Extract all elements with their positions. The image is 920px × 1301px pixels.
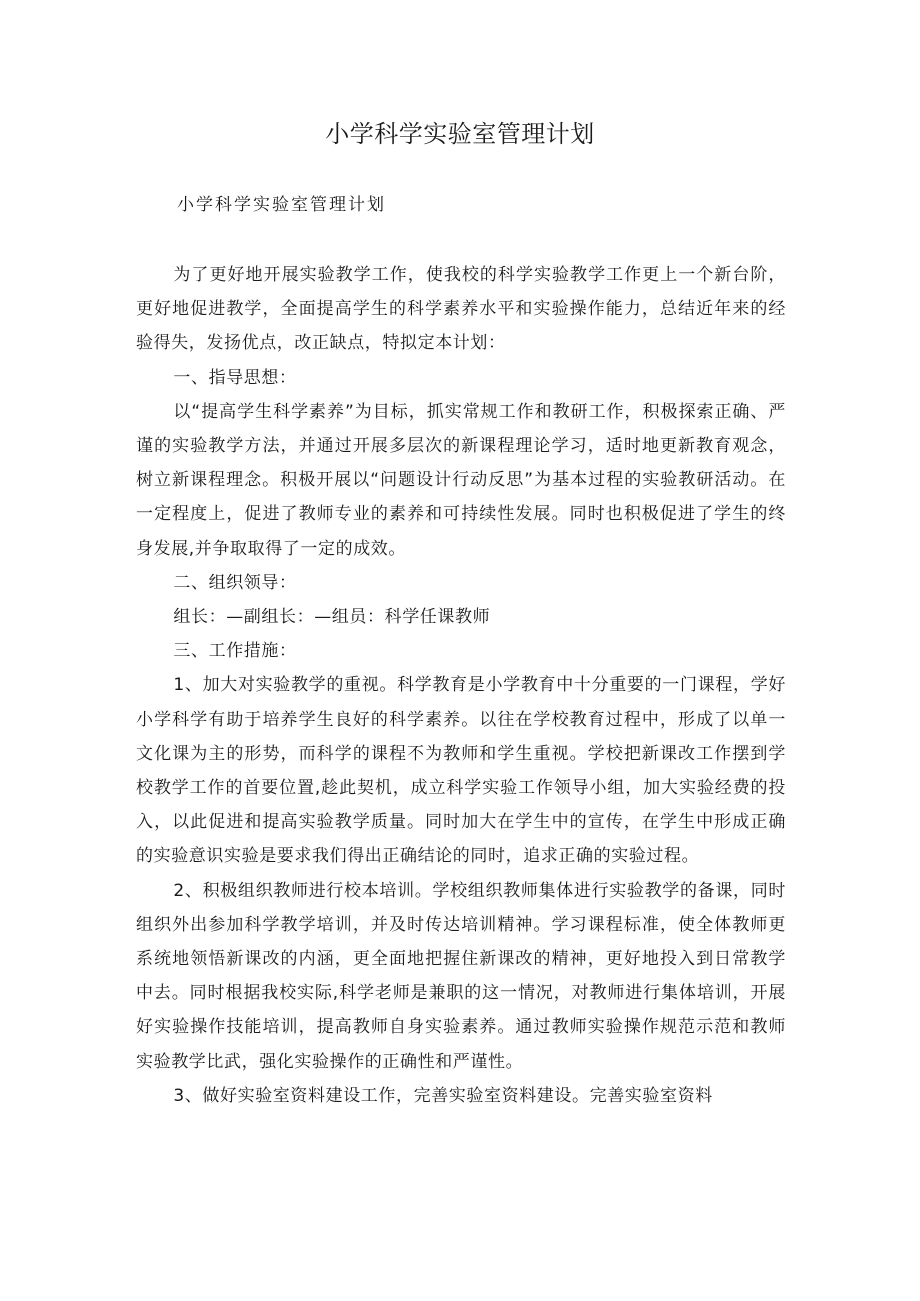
document-subtitle: 小学科学实验室管理计划 (177, 195, 386, 215)
paragraph-guiding-ideology: 以“提高学生科学素养”为目标，抓实常规工作和教研工作，积极探索正确、严谨的实验教学方法，并通过开展多层次的新课程理论学习，适时地更新教育观念，树立新课程理念。积极开展以“问题设计行动反思”为基本过程的实验教研活动。在一定程度上，促进了教师专业的素养和可持续性发展。同时也积极促进了学生的终身发展,并争取取得了一定的成效。 (136, 401, 786, 559)
section-heading-organization: 二、组织领导： (173, 572, 297, 593)
paragraph-measure-3: 3、做好实验室资料建设工作，完善实验室资料建设。完善实验室资料 (173, 1085, 713, 1106)
document-body (136, 258, 786, 1113)
paragraph-measure-1: 1、加大对实验教学的重视。科学教育是小学教育中十分重要的一门课程，学好小学科学有助于培养学生良好的科学素养。以往在学校教育过程中，形成了以单一文化课为主的形势，而科学的课程不为教师和学生重视。学校把新课改工作摆到学校教学工作的首要位置,趁此契机，成立科学实验工作领导小组，加大实验经费的投入，以此促进和提高实验教学质量。同时加大在学生中的宣传，在学生中形成正确的实验意识实验是要求我们得出正确结论的同时，追求正确的实验过程。 (136, 675, 786, 867)
section-heading-measures: 三、工作措施： (173, 641, 297, 662)
document-title: 小学科学实验室管理计划 (325, 120, 595, 148)
paragraph-measure-2: 2、积极组织教师进行校本培训。学校组织教师集体进行实验教学的备课，同时组织外出参加科学教学培训，并及时传达培训精神。学习课程标准，使全体教师更系统地领悟新课改的内涵，更全面地把握住新课改的精神，更好地投入到日常教学中去。同时根据我校实际,科学老师是兼职的这一情况，对教师进行集体培训，开展好实验操作技能培训，提高教师自身实验素养。通过教师实验操作规范示范和教师实验教学比武，强化实验操作的正确性和严谨性。 (136, 880, 786, 1072)
section-heading-guiding-ideology: 一、指导思想： (173, 367, 297, 388)
paragraph-intro: 为了更好地开展实验教学工作，使我校的科学实验教学工作更上一个新台阶，更好地促进教学，全面提高学生的科学素养水平和实验操作能力，总结近年来的经验得失，发扬优点，改正缺点，特拟定本计划： (136, 265, 786, 354)
paragraph-organization: 组长：—副组长：—组员：科学任课教师 (173, 607, 491, 628)
